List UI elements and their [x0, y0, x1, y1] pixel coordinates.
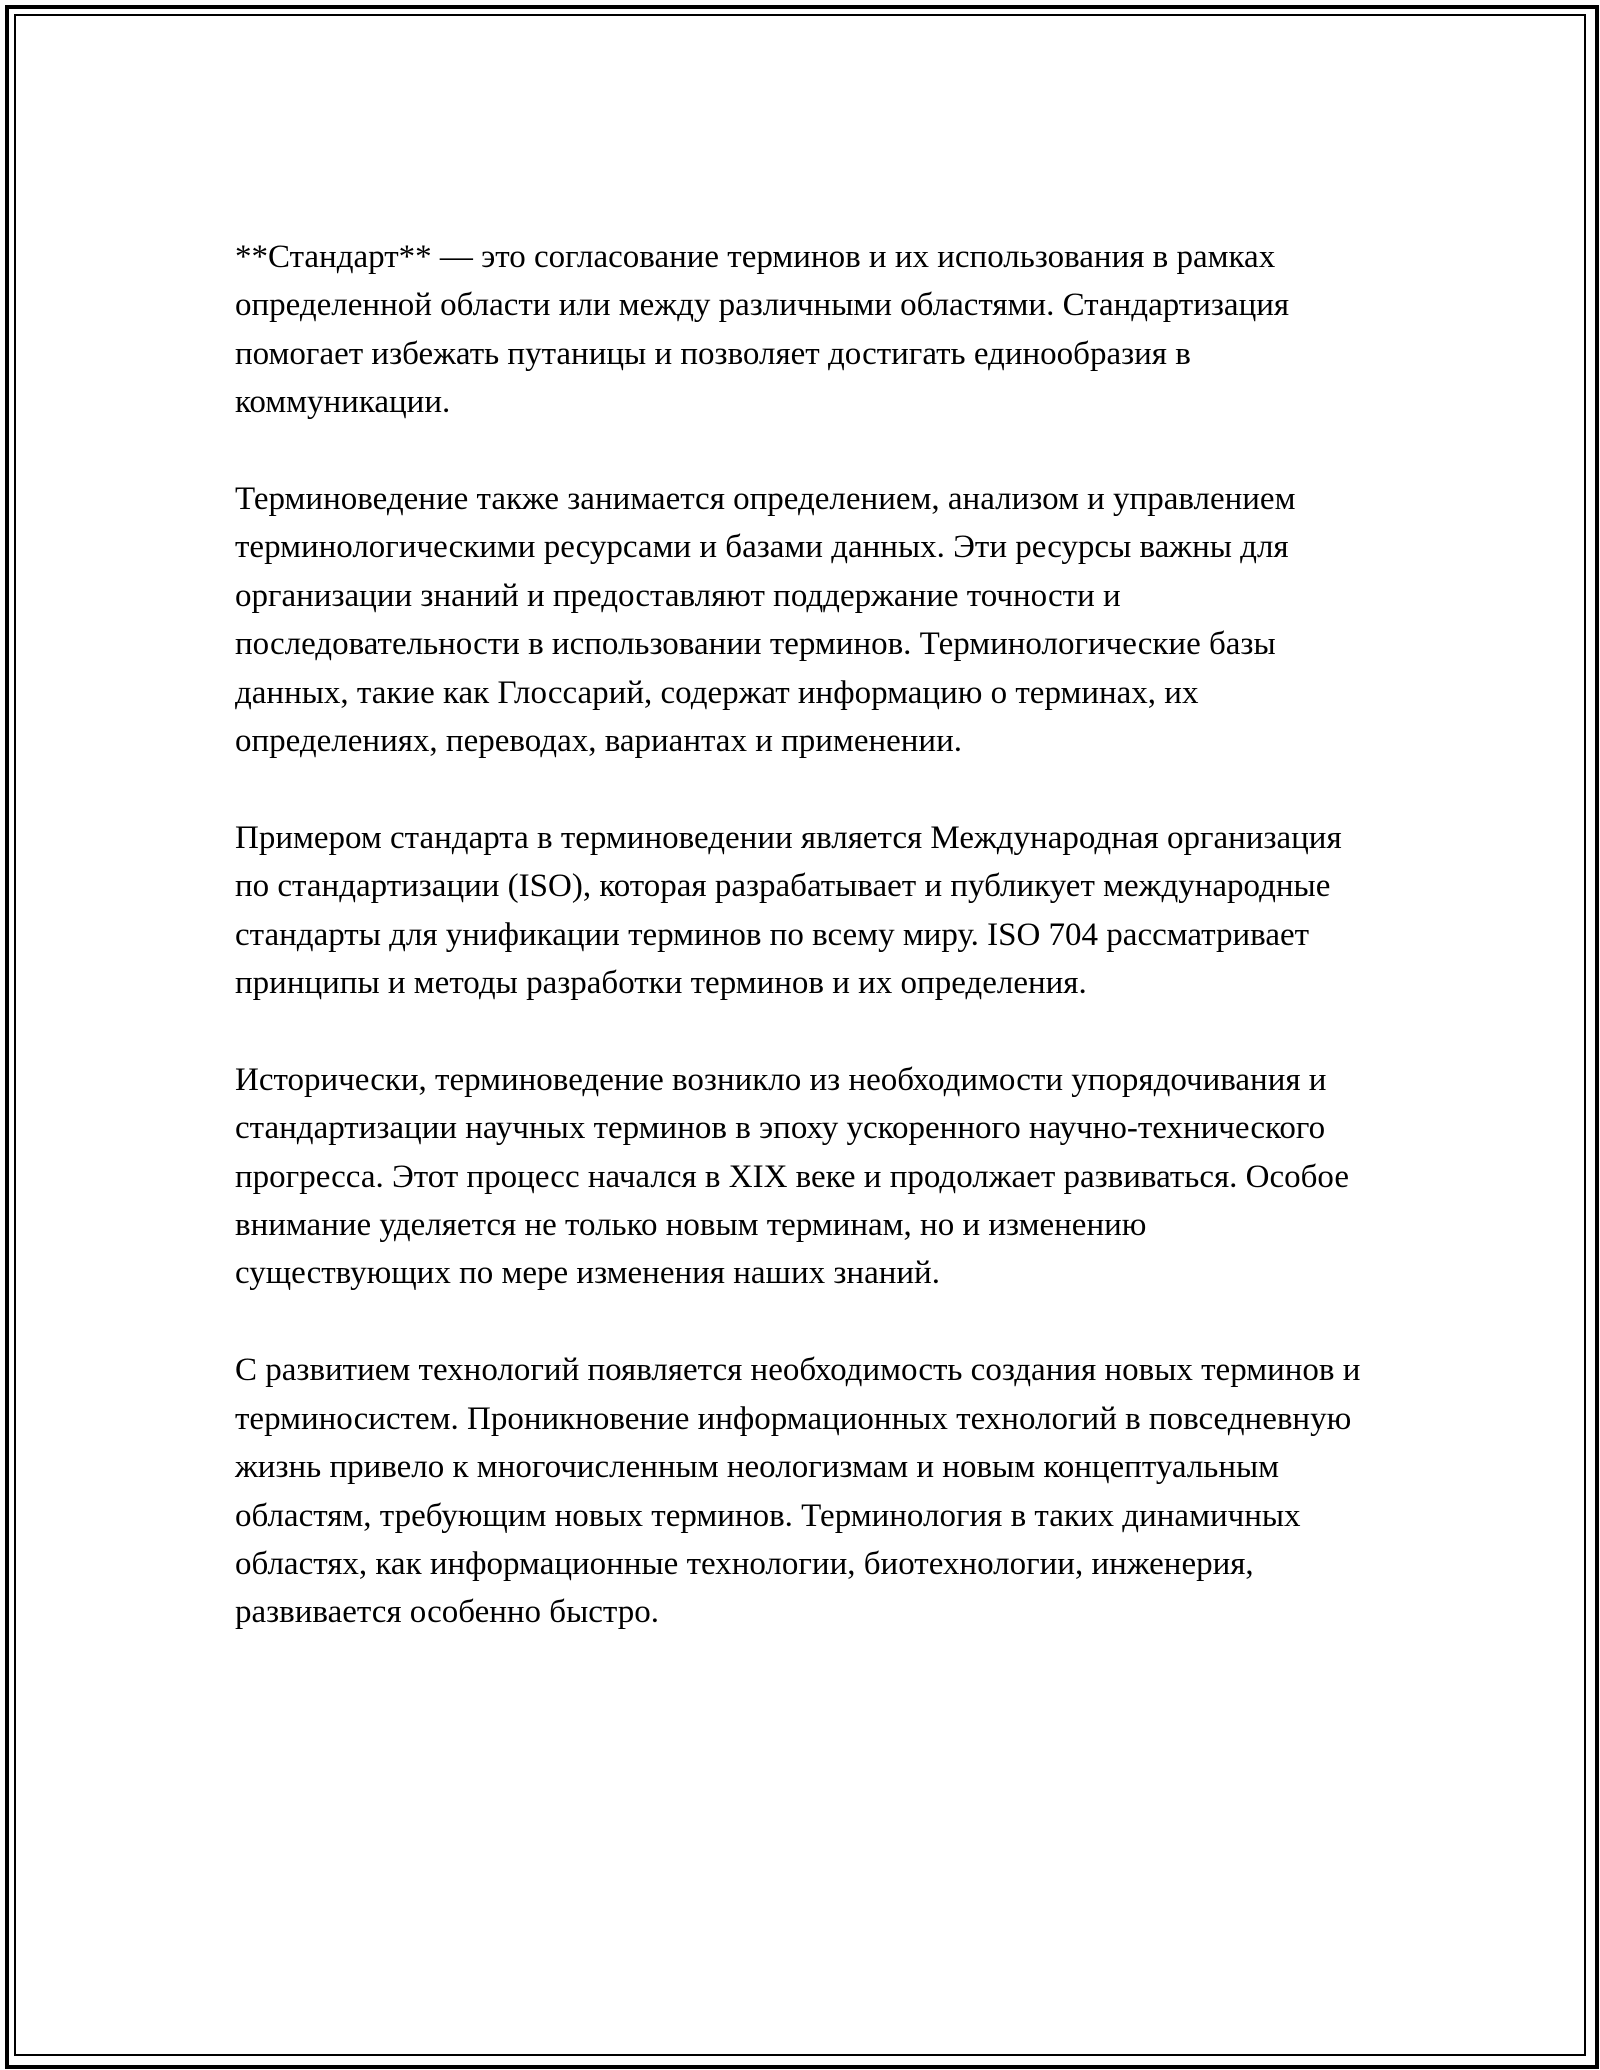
paragraph-technology: С развитием технологий появляется необходимость создания новых терминов и терминосистем. Проникновение информационных технологий в повседневную жизнь привело к многочисленным неологизмам и новым концептуальным областям, требующим новых терминов. Терминология в таких динамичных областях, как информационные технологии, биотехнологии, инженерия, развивается особенно быстро. — [235, 1352, 1361, 1631]
paragraph-standard: **Стандарт** — это согласование терминов и их использования в рамках определенной области или между различными областями. Стандартизация помогает избежать путаницы и позволяет достигать единообразия в коммуникации. — [235, 239, 1290, 421]
paragraph-history: Исторически, терминоведение возникло из необходимости упорядочивания и стандартизации научных терминов в эпоху ускоренного научно-технического прогресса. Этот процесс начался в XIX веке и продолжает развиваться. Особое внимание уделяется не только новым терминам, но и изменению существующих по мере изменения наших знаний. — [235, 1061, 1349, 1292]
paragraph-iso-example: Примером стандарта в терминоведении является Международная организация по стандартизации (ISO), которая разрабатывает и публикует международные стандарты для унификации терминов по всему миру. ISO 704 рассматривает принципы и методы разработки терминов и их определения. — [235, 819, 1342, 1002]
paragraph-terminology-resources: Терминоведение также занимается определением, анализом и управлением терминологическими ресурсами и базами данных. Эти ресурсы важны для организации знаний и предоставляют поддержание точности и последовательности в использовании терминов. Терминологические базы данных, такие как Глоссарий, содержат информацию о терминах, их определениях, переводах, вариантах и применении. — [235, 481, 1296, 760]
document-body — [235, 233, 1365, 1637]
